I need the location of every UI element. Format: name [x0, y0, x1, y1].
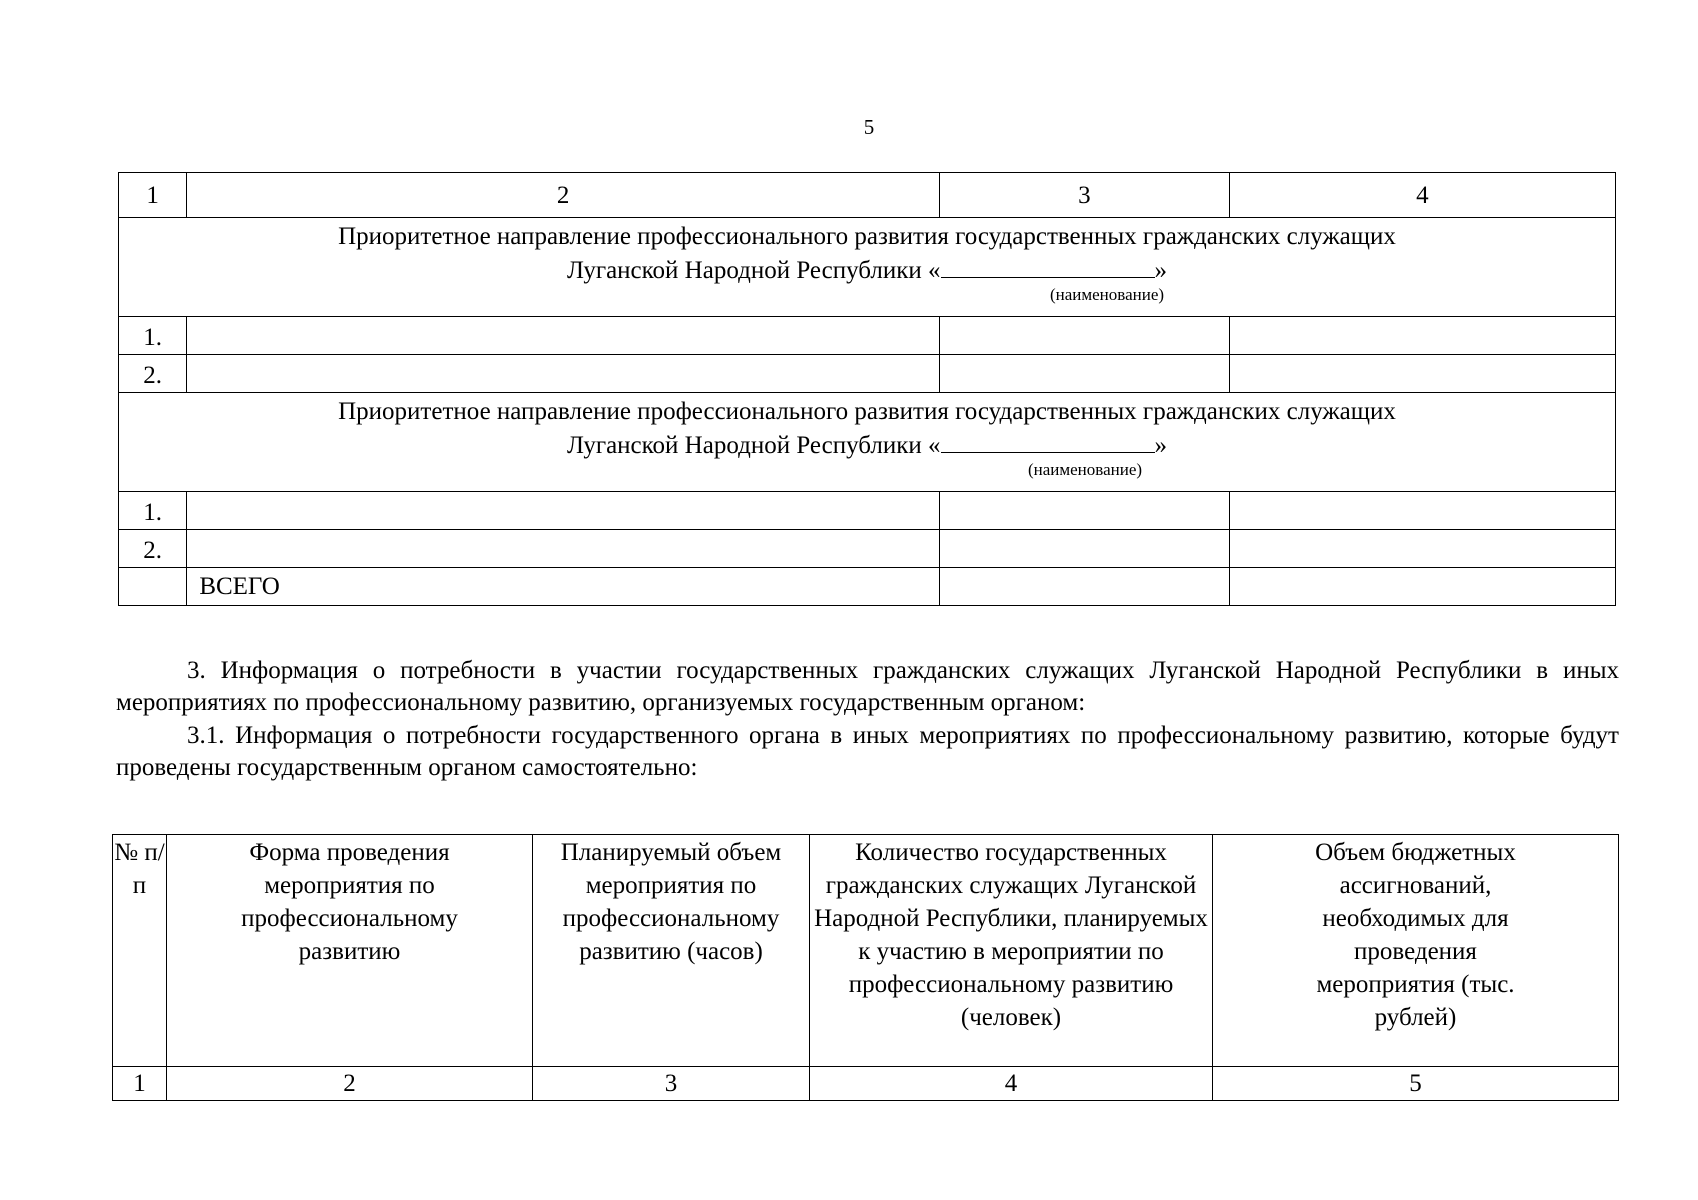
table-header-row — [113, 835, 1619, 1067]
row-number: 1. — [119, 492, 187, 530]
row-number: 1. — [119, 317, 187, 355]
column-number-cell: 2 — [167, 1067, 533, 1101]
column-header: Форма проведения мероприятия по профессиональному развитию — [167, 835, 533, 1067]
column-number-cell: 5 — [1213, 1067, 1619, 1101]
table-row — [119, 355, 1616, 393]
table-row — [119, 530, 1616, 568]
table-cell — [939, 530, 1229, 568]
table-row — [119, 492, 1616, 530]
column-number-cell: 4 — [810, 1067, 1213, 1101]
column-number-cell: 1 — [113, 1067, 167, 1101]
section-header-row — [119, 218, 1616, 317]
name-blank-line — [941, 428, 1155, 453]
column-number-cell: 3 — [533, 1067, 810, 1101]
section-title-prefix: Луганской Народной Республики « — [567, 257, 941, 284]
section-title-suffix: » — [1154, 432, 1167, 459]
total-label: ВСЕГО — [187, 568, 940, 606]
section-title-line1: Приоритетное направление профессионального развития государственных гражданских служащих — [338, 398, 1396, 425]
table-cell — [187, 492, 940, 530]
table-cell — [939, 355, 1229, 393]
section-title-line2 — [119, 253, 1615, 287]
table-cell — [939, 317, 1229, 355]
table-cell — [939, 568, 1229, 606]
other-events-table — [112, 834, 1619, 1101]
section-title-suffix: » — [1154, 257, 1167, 284]
page-number: 5 — [863, 115, 875, 139]
column-number-cell: 2 — [187, 173, 940, 218]
column-header: № п/п — [113, 835, 167, 1067]
section-title-prefix: Луганской Народной Республики « — [567, 432, 941, 459]
column-header: Планируемый объем мероприятия по профессиональному развитию (часов) — [533, 835, 810, 1067]
section-title-line2 — [119, 428, 1615, 462]
paragraph-3: 3. Информация о потребности в участии государственных гражданских служащих Луганской Народной Республики в иных мероприятиях по профессиональному развитию, организуемых государственным органом: — [116, 657, 1619, 716]
name-caption: (наименование) — [1027, 460, 1143, 479]
column-header: Объем бюджетных ассигнований, необходимых для проведения мероприятия (тыс. рублей) — [1213, 835, 1619, 1067]
name-blank-line — [941, 253, 1155, 278]
table-cell — [1229, 530, 1615, 568]
table-cell — [187, 355, 940, 393]
priority-directions-table — [118, 172, 1616, 606]
table-row — [119, 317, 1616, 355]
section-header-row — [119, 393, 1616, 492]
column-header: Количество государственных гражданских служащих Луганской Народной Республики, планируемых к участию в мероприятии по профессиональному развитию (человек) — [810, 835, 1213, 1067]
table-cell — [1229, 568, 1615, 606]
column-number-row — [113, 1067, 1619, 1101]
column-number-cell: 4 — [1229, 173, 1615, 218]
section-title-cell — [119, 393, 1616, 492]
table-cell — [1229, 317, 1615, 355]
table-cell — [187, 317, 940, 355]
table-cell — [1229, 492, 1615, 530]
table-cell — [939, 492, 1229, 530]
table-cell — [1229, 355, 1615, 393]
table-cell — [187, 530, 940, 568]
section-title-line1: Приоритетное направление профессионального развития государственных гражданских служащих — [338, 223, 1396, 250]
total-row — [119, 568, 1616, 606]
table-cell — [119, 568, 187, 606]
column-number-cell: 3 — [939, 173, 1229, 218]
name-caption: (наименование) — [1049, 285, 1165, 304]
row-number: 2. — [119, 355, 187, 393]
section-title-cell — [119, 218, 1616, 317]
paragraph-3-1: 3.1. Информация о потребности государственного органа в иных мероприятиях по профессиональному развитию, которые будут проведены государственным органом самостоятельно: — [116, 722, 1619, 781]
row-number: 2. — [119, 530, 187, 568]
column-number-cell: 1 — [119, 173, 187, 218]
column-number-row — [119, 173, 1616, 218]
